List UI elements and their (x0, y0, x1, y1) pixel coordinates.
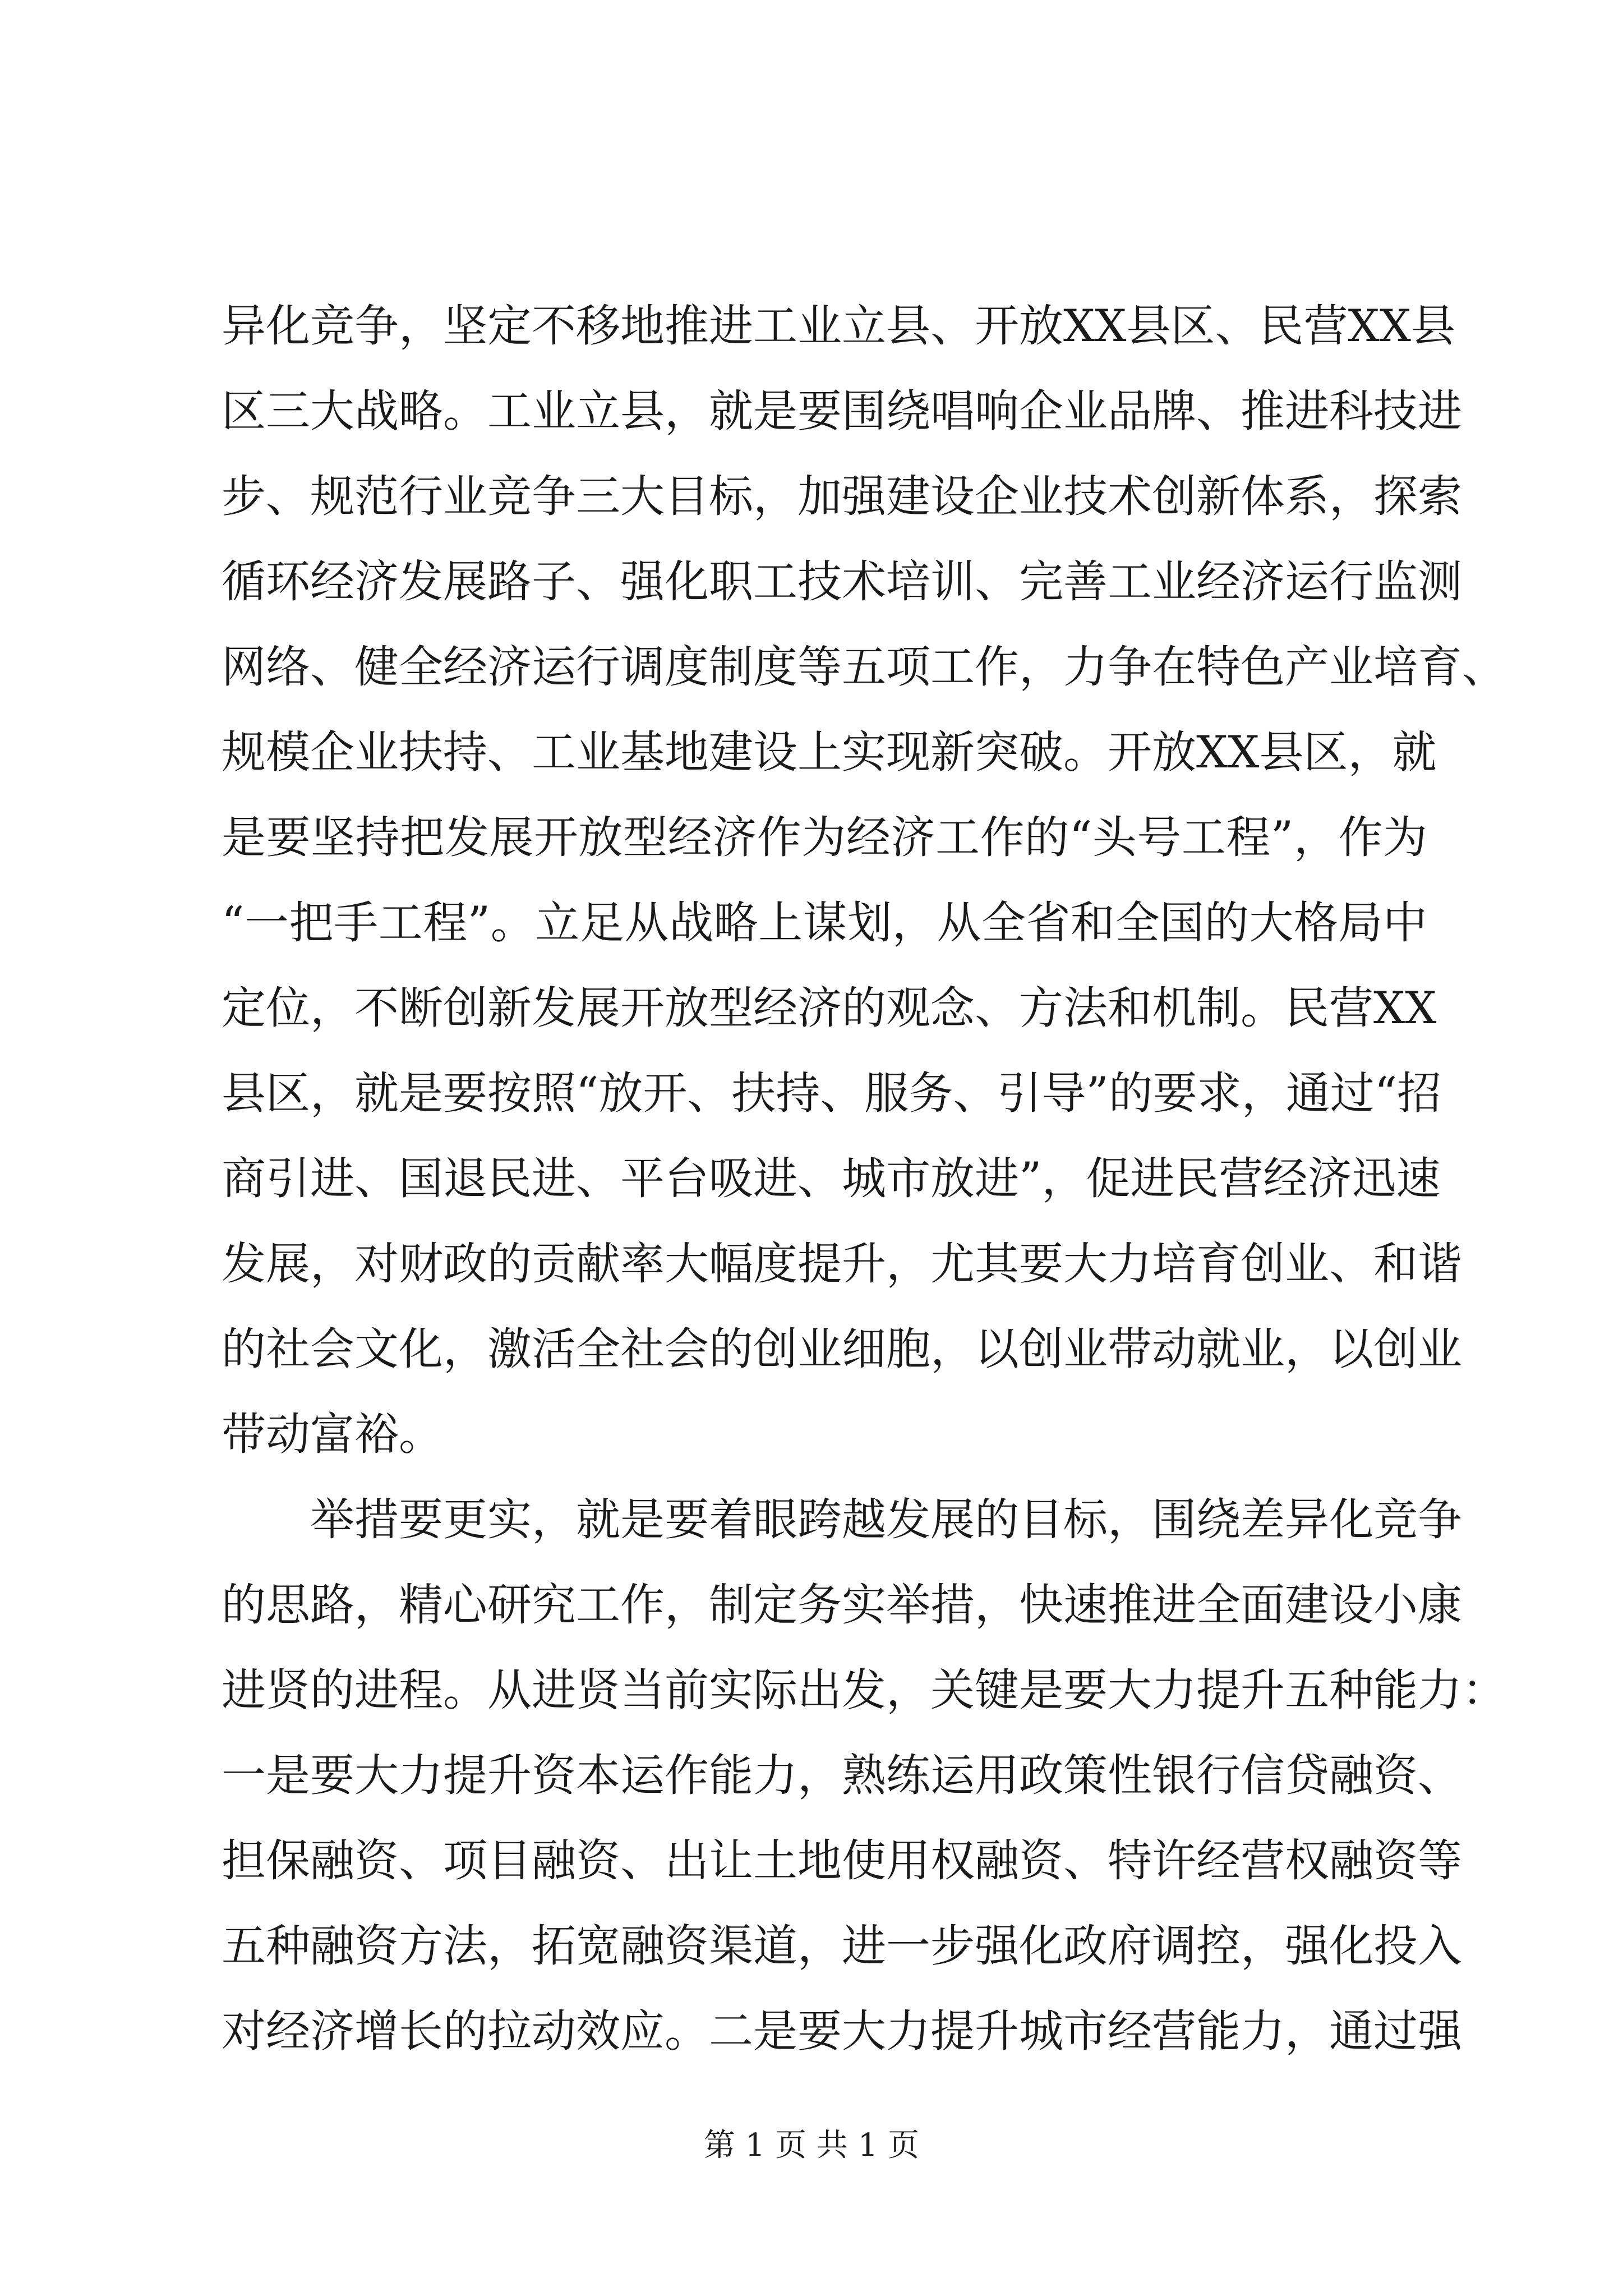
paragraph-2 (222, 1477, 1506, 2074)
document-body (222, 283, 1506, 2074)
text-line: 县区，就是要按照“放开、扶持、服务、引导”的要求，通过“招 (222, 1068, 1442, 1119)
text-line: 规模企业扶持、工业基地建设上实现新突破。开放XX县区，就 (222, 726, 1437, 778)
text-line: 举措要更实，就是要着眼跨越发展的目标，围绕差异化竞争 (310, 1494, 1462, 1545)
text-line: 的社会文化，激活全社会的创业细胞，以创业带动就业，以创业 (222, 1323, 1462, 1375)
text-line: 带动富裕。 (222, 1409, 443, 1460)
text-line: 异化竞争，坚定不移地推进工业立县、开放XX县区、民营XX县 (222, 300, 1455, 352)
text-line: 五种融资方法，拓宽融资渠道，进一步强化政府调控，强化投入 (222, 1920, 1462, 1972)
text-line: 的思路，精心研究工作，制定务实举措，快速推进全面建设小康 (222, 1579, 1462, 1631)
text-line: 对经济增长的拉动效应。二是要大力提升城市经营能力，通过强 (222, 2005, 1462, 2057)
text-line: 是要坚持把发展开放型经济作为经济工作的“头号工程”，作为 (222, 812, 1427, 863)
text-line: 担保融资、项目融资、出让土地使用权融资、特许经营权融资等 (222, 1835, 1462, 1887)
text-line: 定位，不断创新发展开放型经济的观念、方法和机制。民营XX (222, 982, 1437, 1034)
text-line: “一把手工程”。立足从战略上谋划，从全省和全国的大格局中 (222, 897, 1427, 949)
text-line: 区三大战略。工业立县，就是要围绕唱响企业品牌、推进科技进 (222, 385, 1462, 437)
text-line: 商引进、国退民进、平台吸进、城市放进”，促进民营经济迅速 (222, 1153, 1441, 1204)
text-line: 一是要大力提升资本运作能力，熟练运用政策性银行信贷融资、 (222, 1750, 1462, 1801)
text-line: 发展，对财政的贡献率大幅度提升，尤其要大力培育创业、和谐 (222, 1238, 1462, 1290)
text-line: 步、规范行业竞争三大目标，加强建设企业技术创新体系，探索 (222, 471, 1462, 522)
text-line: 网络、健全经济运行调度制度等五项工作，力争在特色产业培育、 (222, 641, 1506, 693)
text-line: 进贤的进程。从进贤当前实际出发，关键是要大力提升五种能力： (222, 1664, 1506, 1716)
page-number-footer: 第 1 页 共 1 页 (703, 2127, 920, 2164)
paragraph-1 (222, 283, 1506, 1477)
text-line: 循环经济发展路子、强化职工技术培训、完善工业经济运行监测 (222, 556, 1462, 608)
